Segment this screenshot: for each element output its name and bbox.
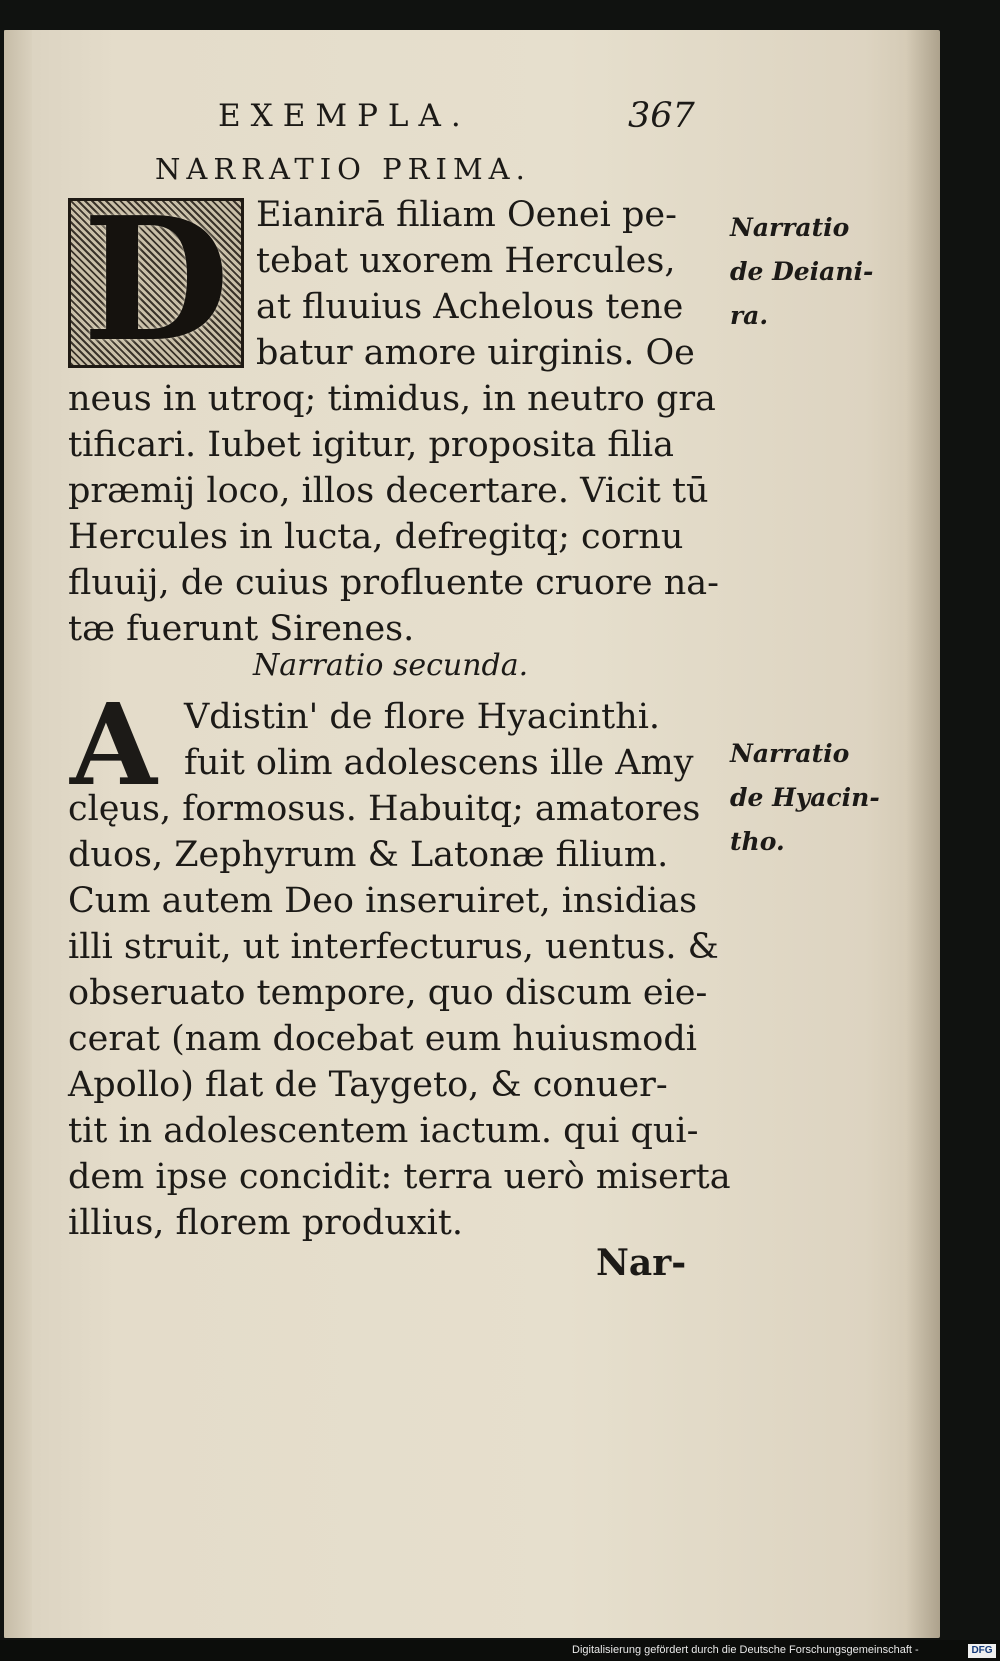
running-head: EXEMPLA. [218,98,471,134]
text-line: tæ fuerunt Sirenes. [68,609,415,649]
text-line: Vdistin' de flore Hyacinthi. [184,697,661,737]
margin-note-line: Narratio [730,213,850,242]
digitization-credit: Digitalisierung gefördert durch die Deutsche Forschungsgemeinschaft - [572,1644,919,1656]
text-line: illi struit, ut interfecturus, uentus. & [68,927,719,967]
text-line: fuit olim adolescens ille Amy [184,743,694,783]
text-line: tebat uxorem Hercules, [256,241,676,281]
dfg-logo: DFG [968,1644,996,1658]
initial-letter-d: D [82,180,230,380]
page-gutter-shadow [4,30,32,1638]
text-line: dem ipse concidit: terra uerò miserta [68,1157,731,1197]
text-line: Apollo) flat de Taygeto, & conuer- [68,1065,668,1105]
text-line: cerat (nam docebat eum huiusmodi [68,1019,697,1059]
text-line: obseruato tempore, quo discum eie- [68,973,708,1013]
decorated-initial-d [68,180,244,380]
text-line: tit in adolescentem iactum. qui qui- [68,1111,699,1151]
initial-letter-a: A [70,680,157,811]
margin-note-line: de Deiani- [730,257,874,286]
text-line: fluuij, de cuius profluente cruore na- [68,563,719,603]
margin-note-line: de Hyacin- [730,783,880,812]
text-line: illius, florem produxit. [68,1203,463,1243]
section-two-title: Narratio secunda. [253,648,529,683]
page-number: 367 [628,96,695,136]
text-line: Eianirā filiam Oenei pe- [256,195,677,235]
text-line: duos, Zephyrum & Latonæ filium. [68,835,669,875]
text-line: Hercules in lucta, defregitq; cornu [68,517,684,557]
text-line: tificari. Iubet igitur, proposita filia [68,425,674,465]
margin-note-line: Narratio [730,739,850,768]
catchword: Nar- [596,1242,687,1284]
margin-note-line: ra. [730,301,769,330]
text-line: at fluuius Achelous tene [256,287,684,327]
section-one-title: NARRATIO PRIMA. [155,152,531,186]
text-line: neus in utroq; timidus, in neutro gra [68,379,716,419]
margin-note-line: tho. [730,827,785,856]
text-line: præmij loco, illos decertare. Vicit tū [68,471,709,511]
text-line: batur amore uirginis. Oe [256,333,695,373]
text-line: clęus, formosus. Habuitq; amatores [68,789,701,829]
page-right-shadow [906,30,940,1638]
text-line: Cum autem Deo inseruiret, insidias [68,881,698,921]
